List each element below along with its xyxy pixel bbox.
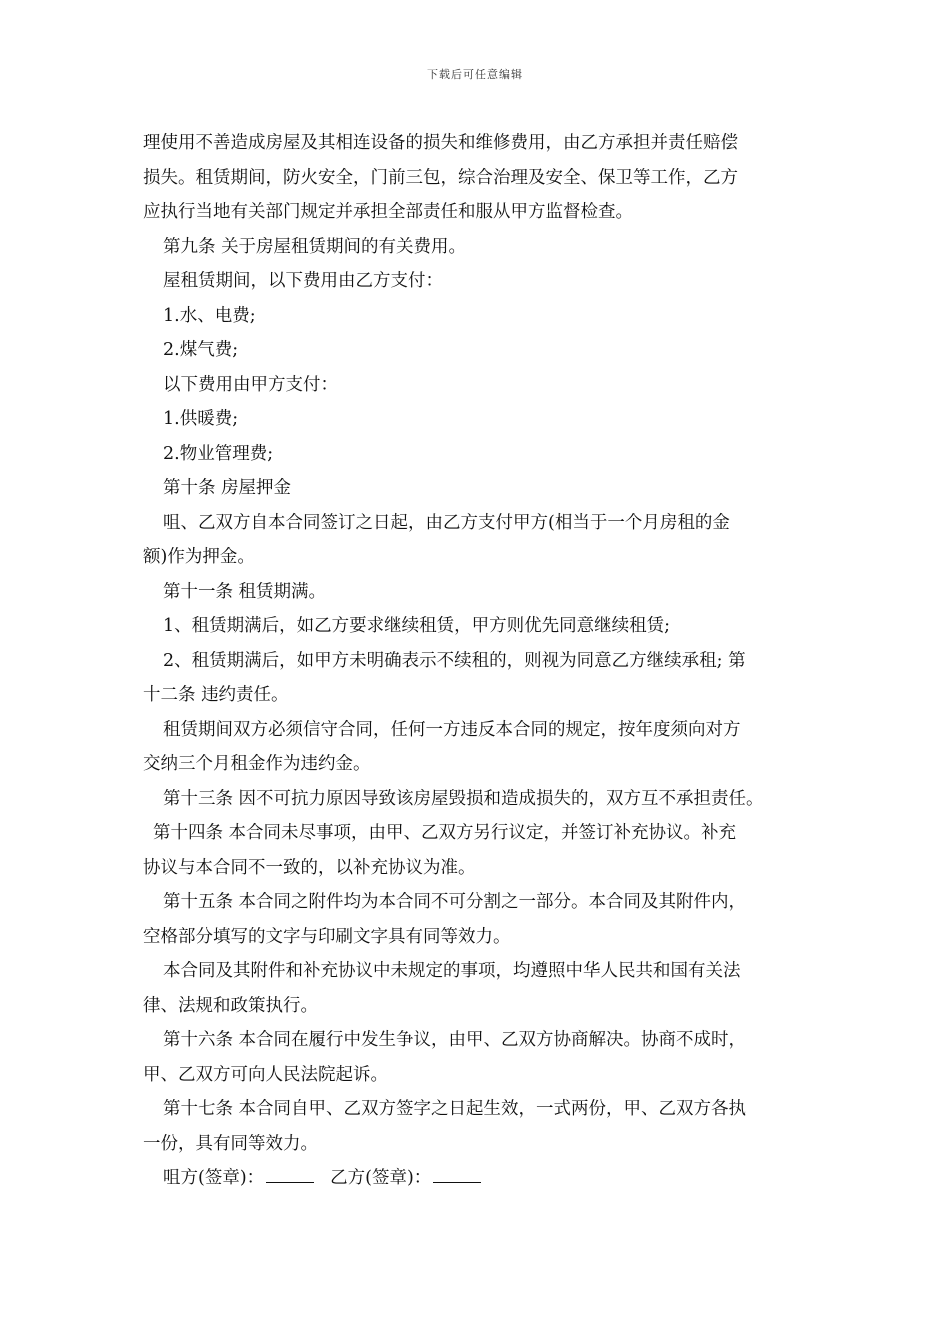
list-item: 1.水、电费; [163, 305, 256, 326]
contract-body [143, 126, 808, 1196]
party-a-signature-label: 咀方(签章)： [163, 1168, 265, 1188]
article-paragraph: 第十四条 本合同未尽事项，由甲、乙双方另行议定，并签订补充协议。补充 [153, 823, 737, 843]
paragraph-line: 损失。租赁期间，防火安全，门前三包，综合治理及安全、保卫等工作，乙方 [143, 167, 738, 188]
article-paragraph: 第十三条 因不可抗力原因导致该房屋毁损和造成损失的，双方互不承担责任。 [163, 788, 764, 809]
paragraph-line: 协议与本合同不一致的，以补充协议为准。 [143, 857, 476, 878]
list-item: 2.煤气费; [163, 340, 239, 360]
party-b-signature-label: 乙方(签章)： [330, 1168, 432, 1188]
article-heading: 第十一条 租赁期满。 [163, 581, 327, 602]
article-heading: 第九条 关于房屋租赁期间的有关费用。 [163, 236, 467, 257]
article-paragraph: 第十五条 本合同之附件均为本合同不可分割之一部分。本合同及其附件内， [163, 892, 747, 912]
article-heading: 十二条 违约责任。 [143, 685, 289, 705]
article-heading: 第十条 房屋押金 [163, 478, 292, 498]
article-paragraph: 第十六条 本合同在履行中发生争议，由甲、乙双方协商解决。协商不成时， [163, 1030, 747, 1050]
paragraph-line: 甲、乙双方可向人民法院起诉。 [143, 1064, 388, 1085]
page-header: 下载后可任意编辑 [427, 68, 523, 81]
paragraph-line: 理使用不善造成房屋及其相连设备的损失和维修费用，由乙方承担并责任赔偿 [143, 133, 738, 153]
paragraph-line: 交纳三个月租金作为违约金。 [143, 754, 371, 774]
party-b-signature-blank[interactable] [433, 1164, 481, 1183]
list-item: 1.供暖费; [163, 409, 239, 429]
paragraph-line: 空格部分填写的文字与印刷文字具有同等效力。 [143, 926, 511, 947]
paragraph-line: 一份，具有同等效力。 [143, 1133, 318, 1154]
party-a-signature-blank[interactable] [266, 1164, 314, 1183]
paragraph-line: 应执行当地有关部门规定并承担全部责任和服从甲方监督检查。 [143, 202, 633, 222]
paragraph-line: 咀、乙双方自本合同签订之日起，由乙方支付甲方(相当于一个月房租的金 [163, 512, 730, 533]
paragraph-line: 律、法规和政策执行。 [143, 995, 318, 1016]
list-item: 2.物业管理费; [163, 443, 274, 464]
paragraph-line: 租赁期间双方必须信守合同，任何一方违反本合同的规定，按年度须向对方 [163, 719, 741, 740]
list-item: 1、租赁期满后，如乙方要求继续租赁，甲方则优先同意继续租赁; [163, 616, 671, 636]
article-paragraph: 第十七条 本合同自甲、乙双方签字之日起生效，一式两份，甲、乙双方各执 [163, 1099, 747, 1119]
signature-line [143, 1161, 808, 1196]
paragraph-line: 屋租赁期间，以下费用由乙方支付： [163, 271, 443, 291]
paragraph-line: 本合同及其附件和补充协议中未规定的事项，均遵照中华人民共和国有关法 [163, 961, 741, 981]
paragraph-line: 额)作为押金。 [143, 547, 255, 567]
list-item: 2、租赁期满后，如甲方未明确表示不续租的，则视为同意乙方继续承租; 第 [163, 650, 746, 671]
paragraph-line: 以下费用由甲方支付： [163, 374, 338, 395]
